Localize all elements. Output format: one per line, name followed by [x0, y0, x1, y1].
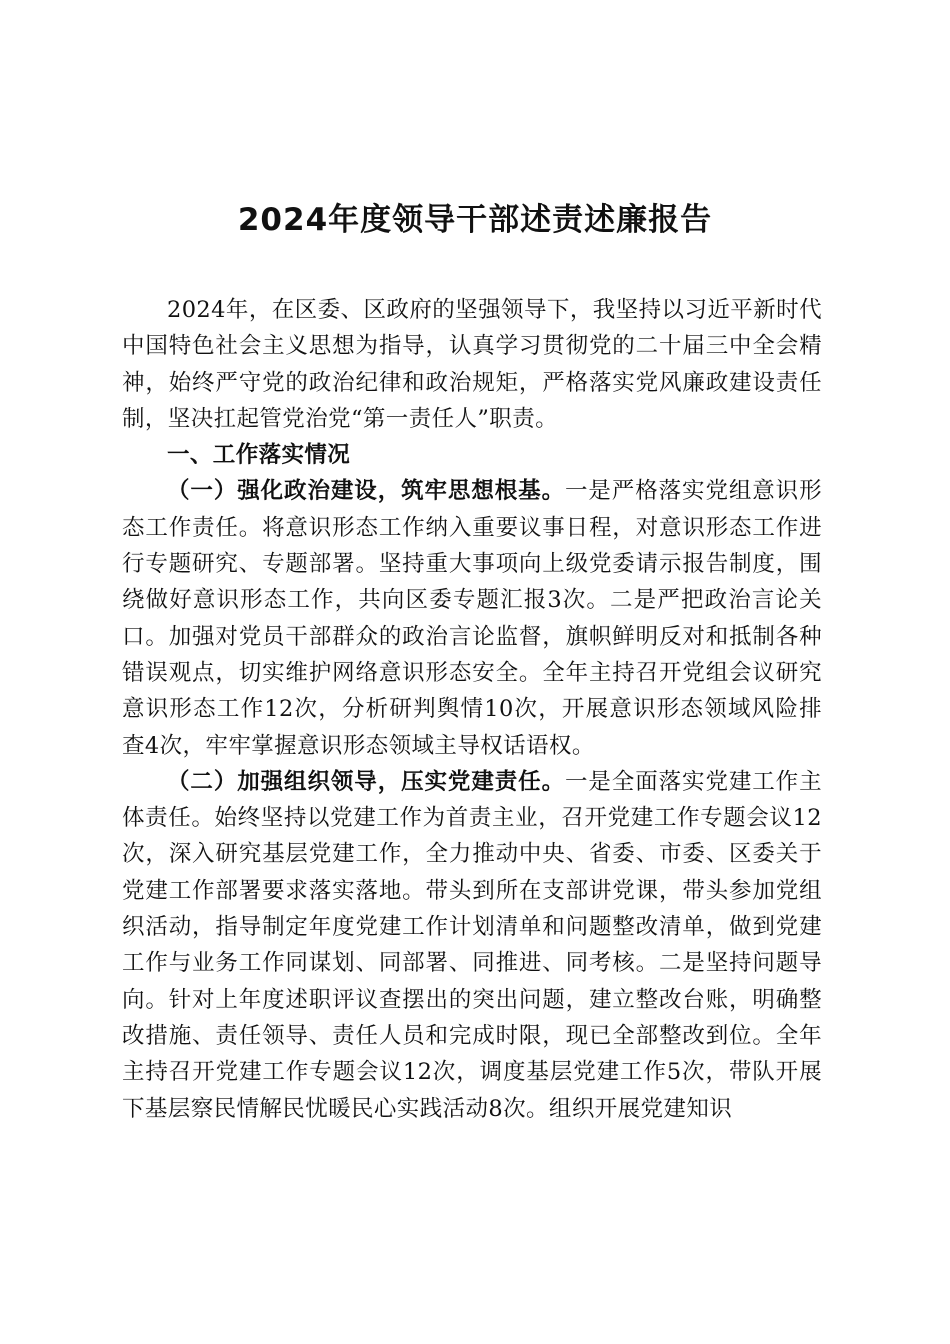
item-1-subheading: （一）强化政治建设，筑牢思想根基。 [167, 478, 565, 505]
paragraph-item-2 [122, 764, 822, 1127]
intro-paragraph: 2024年，在区委、区政府的坚强领导下，我坚持以习近平新时代中国特色社会主义思想为指导，认真学习贯彻党的二十届三中全会精神，始终严守党的政治纪律和政治规矩，严格落实党风廉政建设责任制，坚决扛起管党治党“第一责任人”职责。 [122, 297, 822, 432]
document-title: 2024年度领导干部述责述廉报告 [237, 202, 713, 238]
paragraph-item-1 [122, 473, 822, 763]
document-body [122, 292, 822, 1127]
section-heading [122, 437, 822, 473]
item-2-text: 一是全面落实党建工作主体责任。始终坚持以党建工作为首责主业，召开党建工作专题会议12次，深入研究基层党建工作，全力推动中央、省委、市委、区委关于党建工作部署要求落实落地。带头到所在支部讲党课，带头参加党组织活动，指导制定年度党建工作计划清单和问题整改清单，做到党建工作与业务工作同谋划、同部署、同推进、同考核。二是坚持问题导向。针对上年度述职评议查摆出的突出问题，建立整改台账，明确整改措施、责任领导、责任人员和完成时限，现已全部整改到位。全年主持召开党建工作专题会议12次，调度基层党建工作5次，带队开展下基层察民情解民忧暖民心实践活动8次。组织开展党建知识 [122, 768, 822, 1122]
item-2-subheading: （二）加强组织领导，压实党建责任。 [167, 768, 565, 795]
item-1-text: 一是严格落实党组意识形态工作责任。将意识形态工作纳入重要议事日程，对意识形态工作进行专题研究、专题部署。坚持重大事项向上级党委请示报告制度，围绕做好意识形态工作，共向区委专题汇报3次。二是严把政治言论关口。加强对党员干部群众的政治言论监督，旗帜鲜明反对和抵制各种错误观点，切实维护网络意识形态安全。全年主持召开党组会议研究意识形态工作12次，分析研判舆情10次，开展意识形态领域风险排查4次，牢牢掌握意识形态领域主导权话语权。 [122, 478, 822, 759]
section-heading-text: 一、工作落实情况 [167, 442, 351, 469]
